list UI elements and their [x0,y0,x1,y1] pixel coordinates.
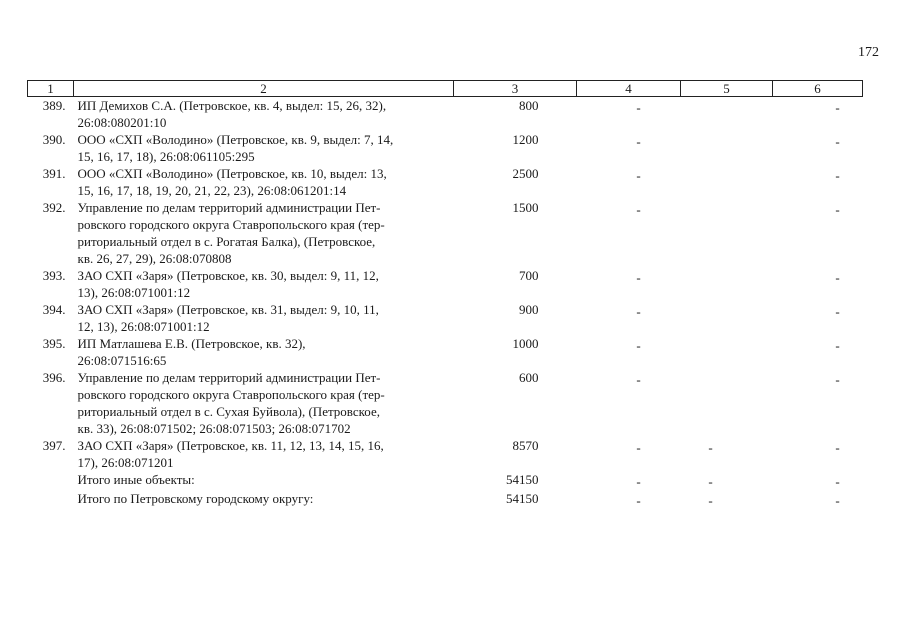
table-header-row [28,81,863,97]
row-quantity: 700 [519,268,539,283]
row-number: 395. [42,336,66,351]
description-line: 26:08:080201:10 [77,115,167,130]
row-number [28,490,74,509]
row-description [74,97,454,132]
table-row [28,490,863,509]
row-col-6: - [835,372,840,387]
row-col-4: - [636,372,641,387]
row-quantity: 8570 [512,438,539,453]
description-line: 12, 13), 26:08:071001:12 [77,319,210,334]
row-col-4: - [636,493,641,508]
table-row [28,369,863,437]
row-quantity: 800 [519,98,539,113]
row-number: 394. [42,302,66,317]
description-line: ЗАО СХП «Заря» (Петровское, кв. 30, выдел: 9, 11, 12, [77,268,379,283]
row-col-4: - [636,474,641,489]
row-description [74,437,454,471]
row-col-6: - [835,474,840,489]
description-line: ООО «СХП «Володино» (Петровское, кв. 9, выдел: 7, 14, [77,132,394,147]
row-quantity: 54150 [506,472,539,487]
table-row [28,267,863,301]
description-line: 26:08:071516:65 [77,353,167,368]
row-number: 392. [42,200,66,215]
table-row [28,335,863,369]
row-col-5 [681,97,773,132]
table-row [28,199,863,267]
row-description [74,471,454,490]
row-description [74,490,454,509]
column-header-1: 1 [28,81,74,97]
row-quantity: 2500 [512,166,539,181]
description-line: риториальный отдел в с. Рогатая Балка), (Петровское, [77,234,376,249]
row-col-4: - [636,304,641,319]
row-description [74,267,454,301]
description-line: кв. 33), 26:08:071502; 26:08:071503; 26:08:071702 [77,421,351,436]
column-header-6: 6 [773,81,863,97]
row-quantity: 600 [519,370,539,385]
description-line: Управление по делам территорий администрации Пет- [77,200,381,215]
row-description [74,165,454,199]
row-col-6: - [835,100,840,115]
row-quantity: 1200 [512,132,539,147]
column-header-4: 4 [577,81,681,97]
row-number: 396. [42,370,66,385]
row-col-5 [681,369,773,437]
row-col-6: - [835,493,840,508]
table-row [28,471,863,490]
row-col-4: - [636,168,641,183]
row-quantity: 900 [519,302,539,317]
row-col-4: - [636,134,641,149]
row-col-5 [681,267,773,301]
table-row [28,97,863,132]
row-description [74,199,454,267]
table-row [28,437,863,471]
row-col-6: - [835,304,840,319]
row-col-6: - [835,134,840,149]
row-description [74,301,454,335]
row-col-5 [681,165,773,199]
row-number: 389. [42,98,66,113]
row-col-5 [681,131,773,165]
row-number: 397. [42,438,66,453]
description-line: ЗАО СХП «Заря» (Петровское, кв. 31, выдел: 9, 10, 11, [77,302,379,317]
description-line: 17), 26:08:071201 [77,455,174,470]
row-col-4: - [636,270,641,285]
row-col-5: - [708,474,713,489]
description-line: 13), 26:08:071001:12 [77,285,191,300]
description-line: кв. 26, 27, 29), 26:08:070808 [77,251,232,266]
column-header-2: 2 [74,81,454,97]
table-body [28,97,863,510]
table-row [28,131,863,165]
description-line: риториальный отдел в с. Сухая Буйвола), (Петровское, [77,404,380,419]
row-number: 391. [42,166,66,181]
row-col-6: - [835,168,840,183]
row-col-4: - [636,440,641,455]
row-number: 393. [42,268,66,283]
row-col-6: - [835,270,840,285]
description-line: ЗАО СХП «Заря» (Петровское, кв. 11, 12, 13, 14, 15, 16, [77,438,384,453]
column-header-3: 3 [454,81,577,97]
row-col-5: - [708,440,713,455]
description-line: ИП Матлашева Е.В. (Петровское, кв. 32), [77,336,306,351]
description-line: Управление по делам территорий администрации Пет- [77,370,381,385]
row-col-6: - [835,440,840,455]
description-line: Итого по Петровскому городскому округу: [77,491,314,506]
row-description [74,131,454,165]
row-number: 390. [42,132,66,147]
row-col-4: - [636,338,641,353]
row-col-4: - [636,202,641,217]
row-col-4: - [636,100,641,115]
row-quantity: 1000 [512,336,539,351]
page-number: 172 [858,45,879,60]
row-col-6: - [835,202,840,217]
table-row [28,301,863,335]
data-table [27,80,863,509]
row-number [28,471,74,490]
row-quantity: 1500 [512,200,539,215]
row-col-5 [681,199,773,267]
row-quantity: 54150 [506,491,539,506]
description-line: 15, 16, 17, 18, 19, 20, 21, 22, 23), 26:08:061201:14 [77,183,347,198]
row-description [74,335,454,369]
row-col-5 [681,335,773,369]
column-header-5: 5 [681,81,773,97]
row-col-5: - [708,493,713,508]
description-line: ИП Демихов С.А. (Петровское, кв. 4, выдел: 15, 26, 32), [77,98,387,113]
table-row [28,165,863,199]
row-col-5 [681,301,773,335]
description-line: ровского городского округа Ставропольского края (тер- [77,217,385,232]
row-col-6: - [835,338,840,353]
description-line: Итого иные объекты: [77,472,195,487]
description-line: ООО «СХП «Володино» (Петровское, кв. 10, выдел: 13, [77,166,387,181]
description-line: ровского городского округа Ставропольского края (тер- [77,387,385,402]
row-description [74,369,454,437]
description-line: 15, 16, 17, 18), 26:08:061105:295 [77,149,255,164]
